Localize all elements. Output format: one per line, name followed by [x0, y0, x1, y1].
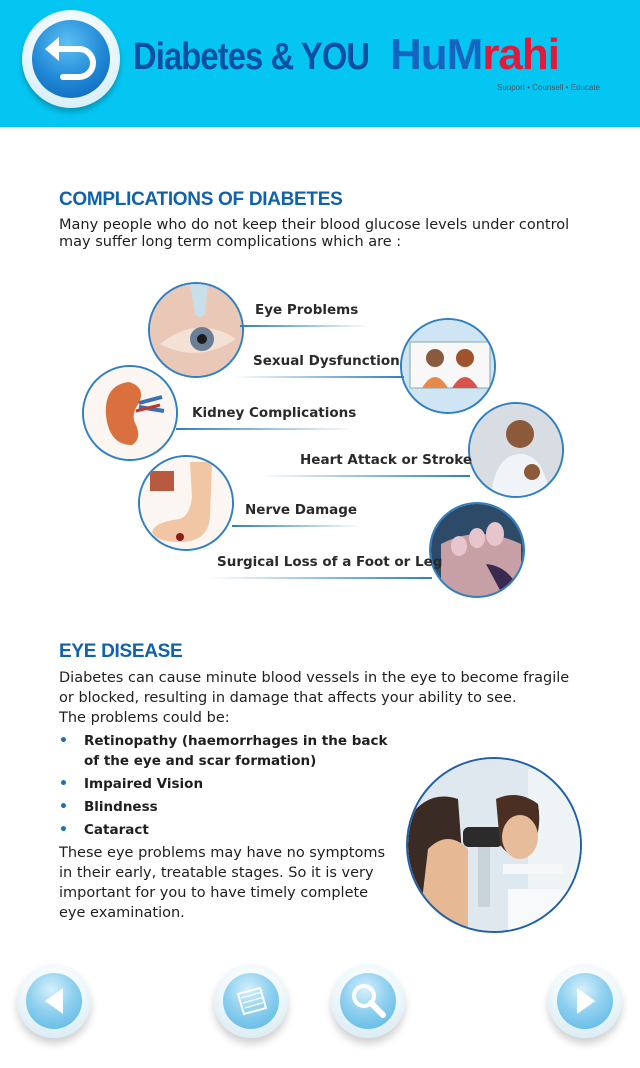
foot-icon	[140, 457, 234, 551]
back-arrow-icon	[37, 27, 105, 91]
eye-disease-closing-3: important for you to have timely complete	[59, 885, 369, 901]
next-arrow-icon	[548, 964, 622, 1038]
complication-label: Sexual Dysfunction	[253, 353, 400, 369]
eye-image	[148, 282, 244, 378]
complication-line	[176, 428, 356, 430]
eye-disease-heading: EYE DISEASE	[59, 641, 183, 662]
eye-exam-icon	[408, 759, 582, 933]
list-item: • Impaired Vision	[59, 774, 399, 794]
complication-line	[258, 475, 470, 477]
eye-disease-intro-1: Diabetes can cause minute blood vessels in the eye to become fragile	[59, 670, 570, 686]
toe-icon	[431, 504, 525, 598]
previous-button[interactable]	[17, 964, 91, 1038]
complication-line	[240, 325, 370, 327]
heart-pain-icon	[470, 404, 564, 498]
complication-label: Nerve Damage	[245, 502, 358, 518]
list-item: • Retinopathy (haemorrhages in the back of the eye and scar formation)	[59, 731, 399, 771]
next-button[interactable]	[548, 964, 622, 1038]
couple-icon	[402, 320, 496, 414]
complication-label: Kidney Complications	[192, 405, 357, 421]
eye-icon	[150, 284, 244, 378]
eye-disease-closing-1: These eye problems may have no symptoms	[59, 845, 386, 861]
notes-button[interactable]	[214, 964, 288, 1038]
complications-heading: COMPLICATIONS OF DIABETES	[59, 189, 343, 210]
complication-line	[232, 376, 404, 378]
previous-arrow-icon	[17, 964, 91, 1038]
eye-exam-image	[406, 757, 582, 933]
kidney-image	[82, 365, 178, 461]
complication-line	[208, 577, 432, 579]
list-item: • Cataract	[59, 820, 399, 840]
search-button[interactable]	[331, 964, 405, 1038]
complications-intro: Many people who do not keep their blood glucose levels under control may suffer long term complications which are :	[59, 217, 570, 250]
app-header	[0, 0, 640, 127]
complication-label: Heart Attack or Stroke	[300, 452, 473, 468]
eye-disease-closing-4: eye examination.	[59, 905, 185, 921]
eye-disease-intro-2: or blocked, resulting in damage that affects your ability to see.	[59, 690, 517, 706]
eye-problems-list	[59, 731, 399, 843]
app-title: Diabetes & YOU	[133, 36, 370, 78]
complication-line	[232, 525, 362, 527]
eye-disease-intro-3: The problems could be:	[59, 710, 230, 726]
brand-logo: HuMrahi	[390, 30, 560, 79]
back-button[interactable]	[22, 10, 120, 108]
eye-disease-closing-2: in their early, treatable stages. So it is very	[59, 865, 374, 881]
couple-image	[400, 318, 496, 414]
kidney-icon	[84, 367, 178, 461]
foot-image	[138, 455, 234, 551]
complication-label: Eye Problems	[255, 302, 359, 318]
search-icon	[331, 964, 405, 1038]
list-item: • Blindness	[59, 797, 399, 817]
heart-image	[468, 402, 564, 498]
brand-tagline: Support • Counsell • Educate	[497, 83, 600, 92]
toe-image	[429, 502, 525, 598]
notes-icon	[214, 964, 288, 1038]
complication-label: Surgical Loss of a Foot or Leg	[217, 554, 443, 570]
